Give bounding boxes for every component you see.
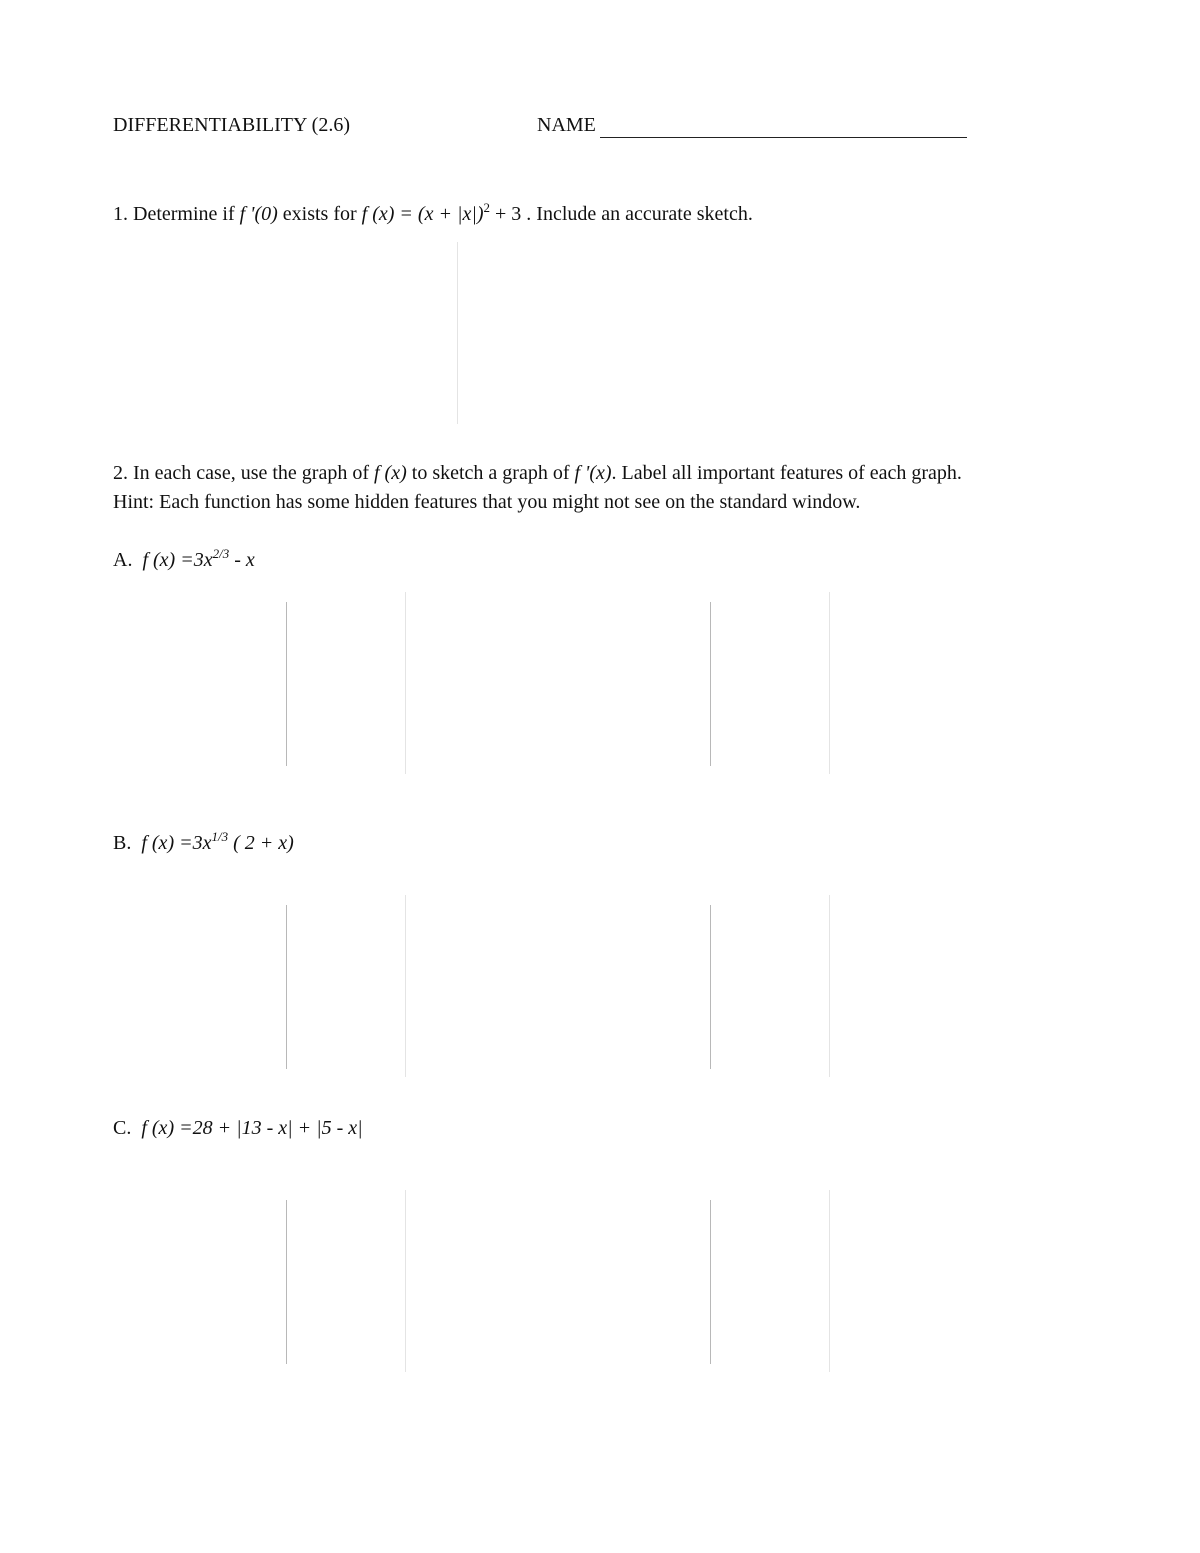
grid-edge [405, 1190, 406, 1372]
part-a [113, 546, 255, 572]
sketch-grid-b-fprime[interactable] [592, 895, 830, 1077]
part-c-label: C. [113, 1117, 132, 1139]
part-a-function-tail: - x [229, 549, 255, 571]
question-2-text-b: to sketch a graph of [411, 462, 570, 484]
name-label: NAME [537, 114, 596, 136]
question-2-hint: Hint: Each function has some hidden features that you might not see on the standard window. [113, 491, 861, 513]
worksheet-title: DIFFERENTIABILITY (2.6) [113, 114, 351, 136]
function-rhs: (x + |x|) [417, 203, 484, 225]
part-a-label: A. [113, 549, 133, 571]
question-2-text-c: . Label all important features of each graph. [611, 462, 962, 484]
y-axis [286, 602, 287, 766]
question-1-text-a: Determine if [133, 203, 235, 225]
y-axis [710, 1200, 711, 1364]
sketch-grid-c-fprime[interactable] [592, 1190, 830, 1372]
question-1-text-c: Include an accurate sketch. [536, 203, 753, 225]
part-b [113, 829, 294, 855]
question-2-text-a: In each case, use the graph of [133, 462, 369, 484]
sketch-grid-c-f[interactable] [168, 1190, 406, 1372]
question-2-number: 2. [113, 462, 128, 484]
grid-edge [405, 895, 406, 1077]
function-tail: + 3 . [495, 203, 532, 225]
y-axis [710, 602, 711, 766]
part-b-function-tail: ( 2 + x) [228, 832, 294, 854]
derivative-at-zero: f '(0) [239, 203, 278, 225]
y-axis [286, 1200, 287, 1364]
function-f-prime: f '(x) [574, 462, 612, 484]
part-c-function: f (x) =28 + |13 - x| + |5 - x| [141, 1117, 363, 1139]
y-axis [286, 905, 287, 1069]
part-b-function: f (x) =3x [141, 832, 212, 854]
sketch-grid-b-f[interactable] [168, 895, 406, 1077]
question-2 [113, 462, 962, 485]
grid-edge [829, 895, 830, 1077]
sketch-grid-a-fprime[interactable] [592, 592, 830, 774]
function-exponent: 2 [483, 200, 490, 215]
grid-edge [829, 592, 830, 774]
question-1 [113, 200, 753, 226]
grid-edge [405, 592, 406, 774]
part-c [113, 1117, 363, 1140]
grid-edge [829, 1190, 830, 1372]
grid-edge [457, 242, 458, 424]
part-a-function: f (x) =3x [142, 549, 213, 571]
question-1-text-b: exists for [282, 203, 357, 225]
part-b-exponent: 1/3 [211, 829, 229, 844]
function-f: f (x) [374, 462, 407, 484]
part-b-label: B. [113, 832, 132, 854]
name-field[interactable] [600, 137, 967, 138]
y-axis [710, 905, 711, 1069]
sketch-grid-a-f[interactable] [168, 592, 406, 774]
question-1-number: 1. [113, 203, 128, 225]
sketch-grid-q1[interactable] [220, 242, 458, 424]
function-lhs: f (x) = [361, 203, 413, 225]
part-a-exponent: 2/3 [212, 546, 230, 561]
